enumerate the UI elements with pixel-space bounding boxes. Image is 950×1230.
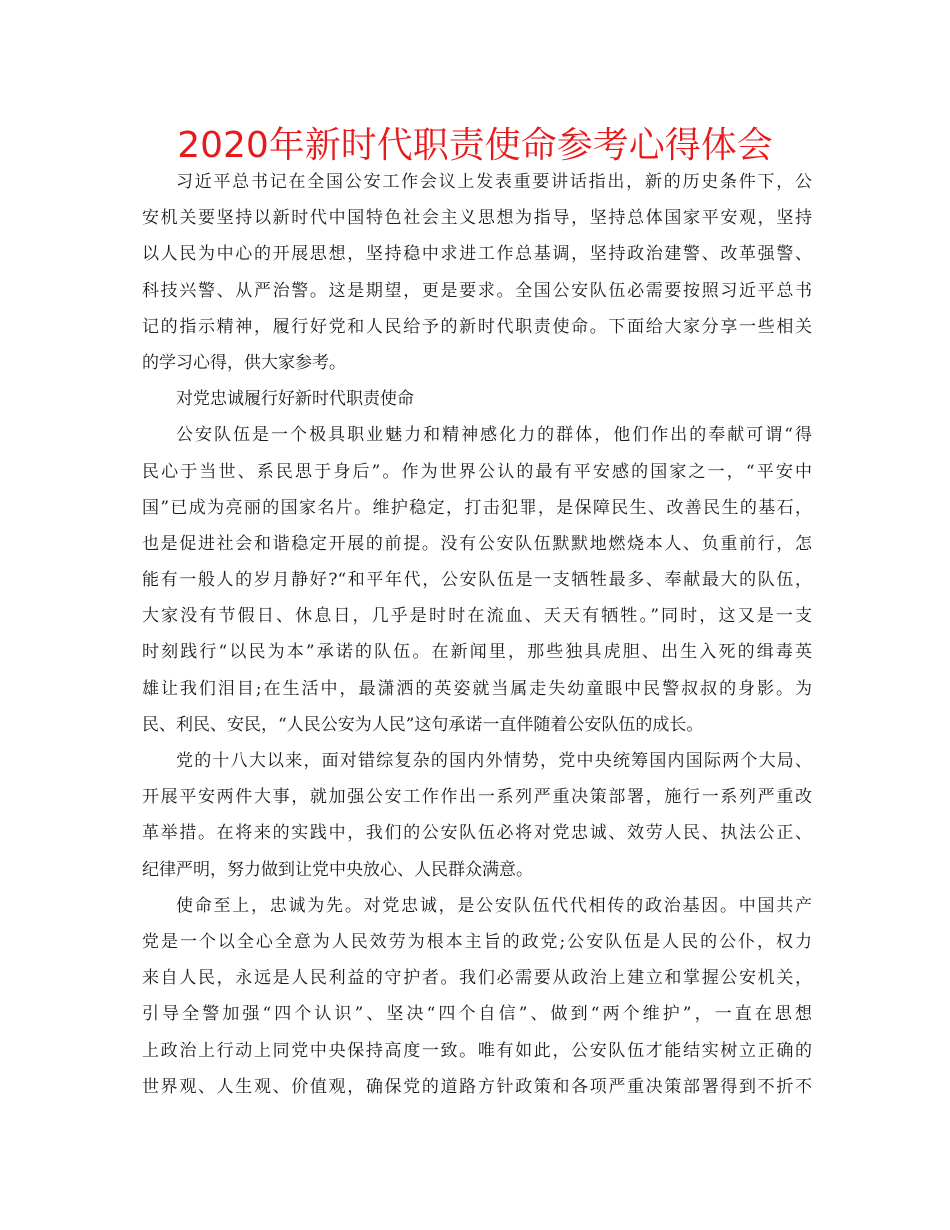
text-line: 民、利民、安民，“人民公安为人民”这句承诺一直伴随着公安队伍的成长。 xyxy=(142,714,704,735)
text-line: 的学习心得，供大家参考。 xyxy=(142,352,346,373)
text-line: 能有一般人的岁月静好?“和平年代，公安队伍是一支牺牲最多、奉献最大的队伍， xyxy=(142,570,812,591)
section-heading: 对党忠诚履行好新时代职责使命 xyxy=(176,389,414,410)
text-line: 上政治上行动上同党中央保持高度一致。唯有如此，公安队伍才能结实树立正确的 xyxy=(142,1040,812,1061)
document-body xyxy=(142,164,812,1105)
text-line: 以人民为中心的开展思想，坚持稳中求进工作总基调，坚持政治建警、改革强警、 xyxy=(142,244,812,265)
text-line: 党的十八大以来，面对错综复杂的国内外情势，党中央统筹国内国际两个大局、 xyxy=(176,751,812,771)
text-line: 雄让我们泪目;在生活中，最潇洒的英姿就当属走失幼童眼中民警叔叔的身影。为 xyxy=(142,678,812,699)
text-line: 党是一个以全心全意为人民效劳为根本主旨的政党;公安队伍是人民的公仆，权力 xyxy=(142,931,812,952)
text-line: 公安队伍是一个极具职业魅力和精神感化力的群体，他们作出的奉献可谓“得 xyxy=(176,425,812,446)
text-line: 世界观、人生观、价值观，确保党的道路方针政策和各项严重决策部署得到不折不 xyxy=(142,1076,812,1097)
text-line: 纪律严明，努力做到让党中央放心、人民群众满意。 xyxy=(142,859,533,880)
text-line: 使命至上，忠诚为先。对党忠诚，是公安队伍代代相传的政治基因。中国共产 xyxy=(176,895,812,916)
text-line: 记的指示精神，履行好党和人民给予的新时代职责使命。下面给大家分享一些相关 xyxy=(142,316,812,337)
text-line: 安机关要坚持以新时代中国特色社会主义思想为指导，坚持总体国家平安观，坚持 xyxy=(142,208,812,229)
text-line: 科技兴警、从严治警。这是期望，更是要求。全国公安队伍必需要按照习近平总书 xyxy=(142,280,812,301)
text-line: 民心于当世、系民思于身后”。作为世界公认的最有平安感的国家之一，“平安中 xyxy=(142,461,812,482)
text-line: 开展平安两件大事，就加强公安工作作出一系列严重决策部署，施行一系列严重改 xyxy=(142,787,812,808)
text-line: 也是促进社会和谐稳定开展的前提。没有公安队伍默默地燃烧本人、负重前行，怎 xyxy=(142,533,812,554)
text-line: 引导全警加强“四个认识”、坚决“四个自信”、做到“两个维护”，一直在思想 xyxy=(142,1004,812,1025)
text-line: 革举措。在将来的实践中，我们的公安队伍必将对党忠诚、效劳人民、执法公正、 xyxy=(142,823,812,844)
text-line: 来自人民，永远是人民利益的守护者。我们必需要从政治上建立和掌握公安机关， xyxy=(142,968,812,989)
text-line: 大家没有节假日、休息日，几乎是时时在流血、天天有牺牲。”同时，这又是一支 xyxy=(142,606,812,627)
text-line: 习近平总书记在全国公安工作会议上发表重要讲话指出，新的历史条件下，公 xyxy=(176,172,812,192)
text-line: 时刻践行“以民为本”承诺的队伍。在新闻里，那些独具虎胆、出生入死的缉毒英 xyxy=(142,642,812,663)
text-line: 国”已成为亮丽的国家名片。维护稳定，打击犯罪，是保障民生、改善民生的基石， xyxy=(142,497,812,518)
document-title: 2020年新时代职责使命参考心得体会 xyxy=(177,125,773,166)
